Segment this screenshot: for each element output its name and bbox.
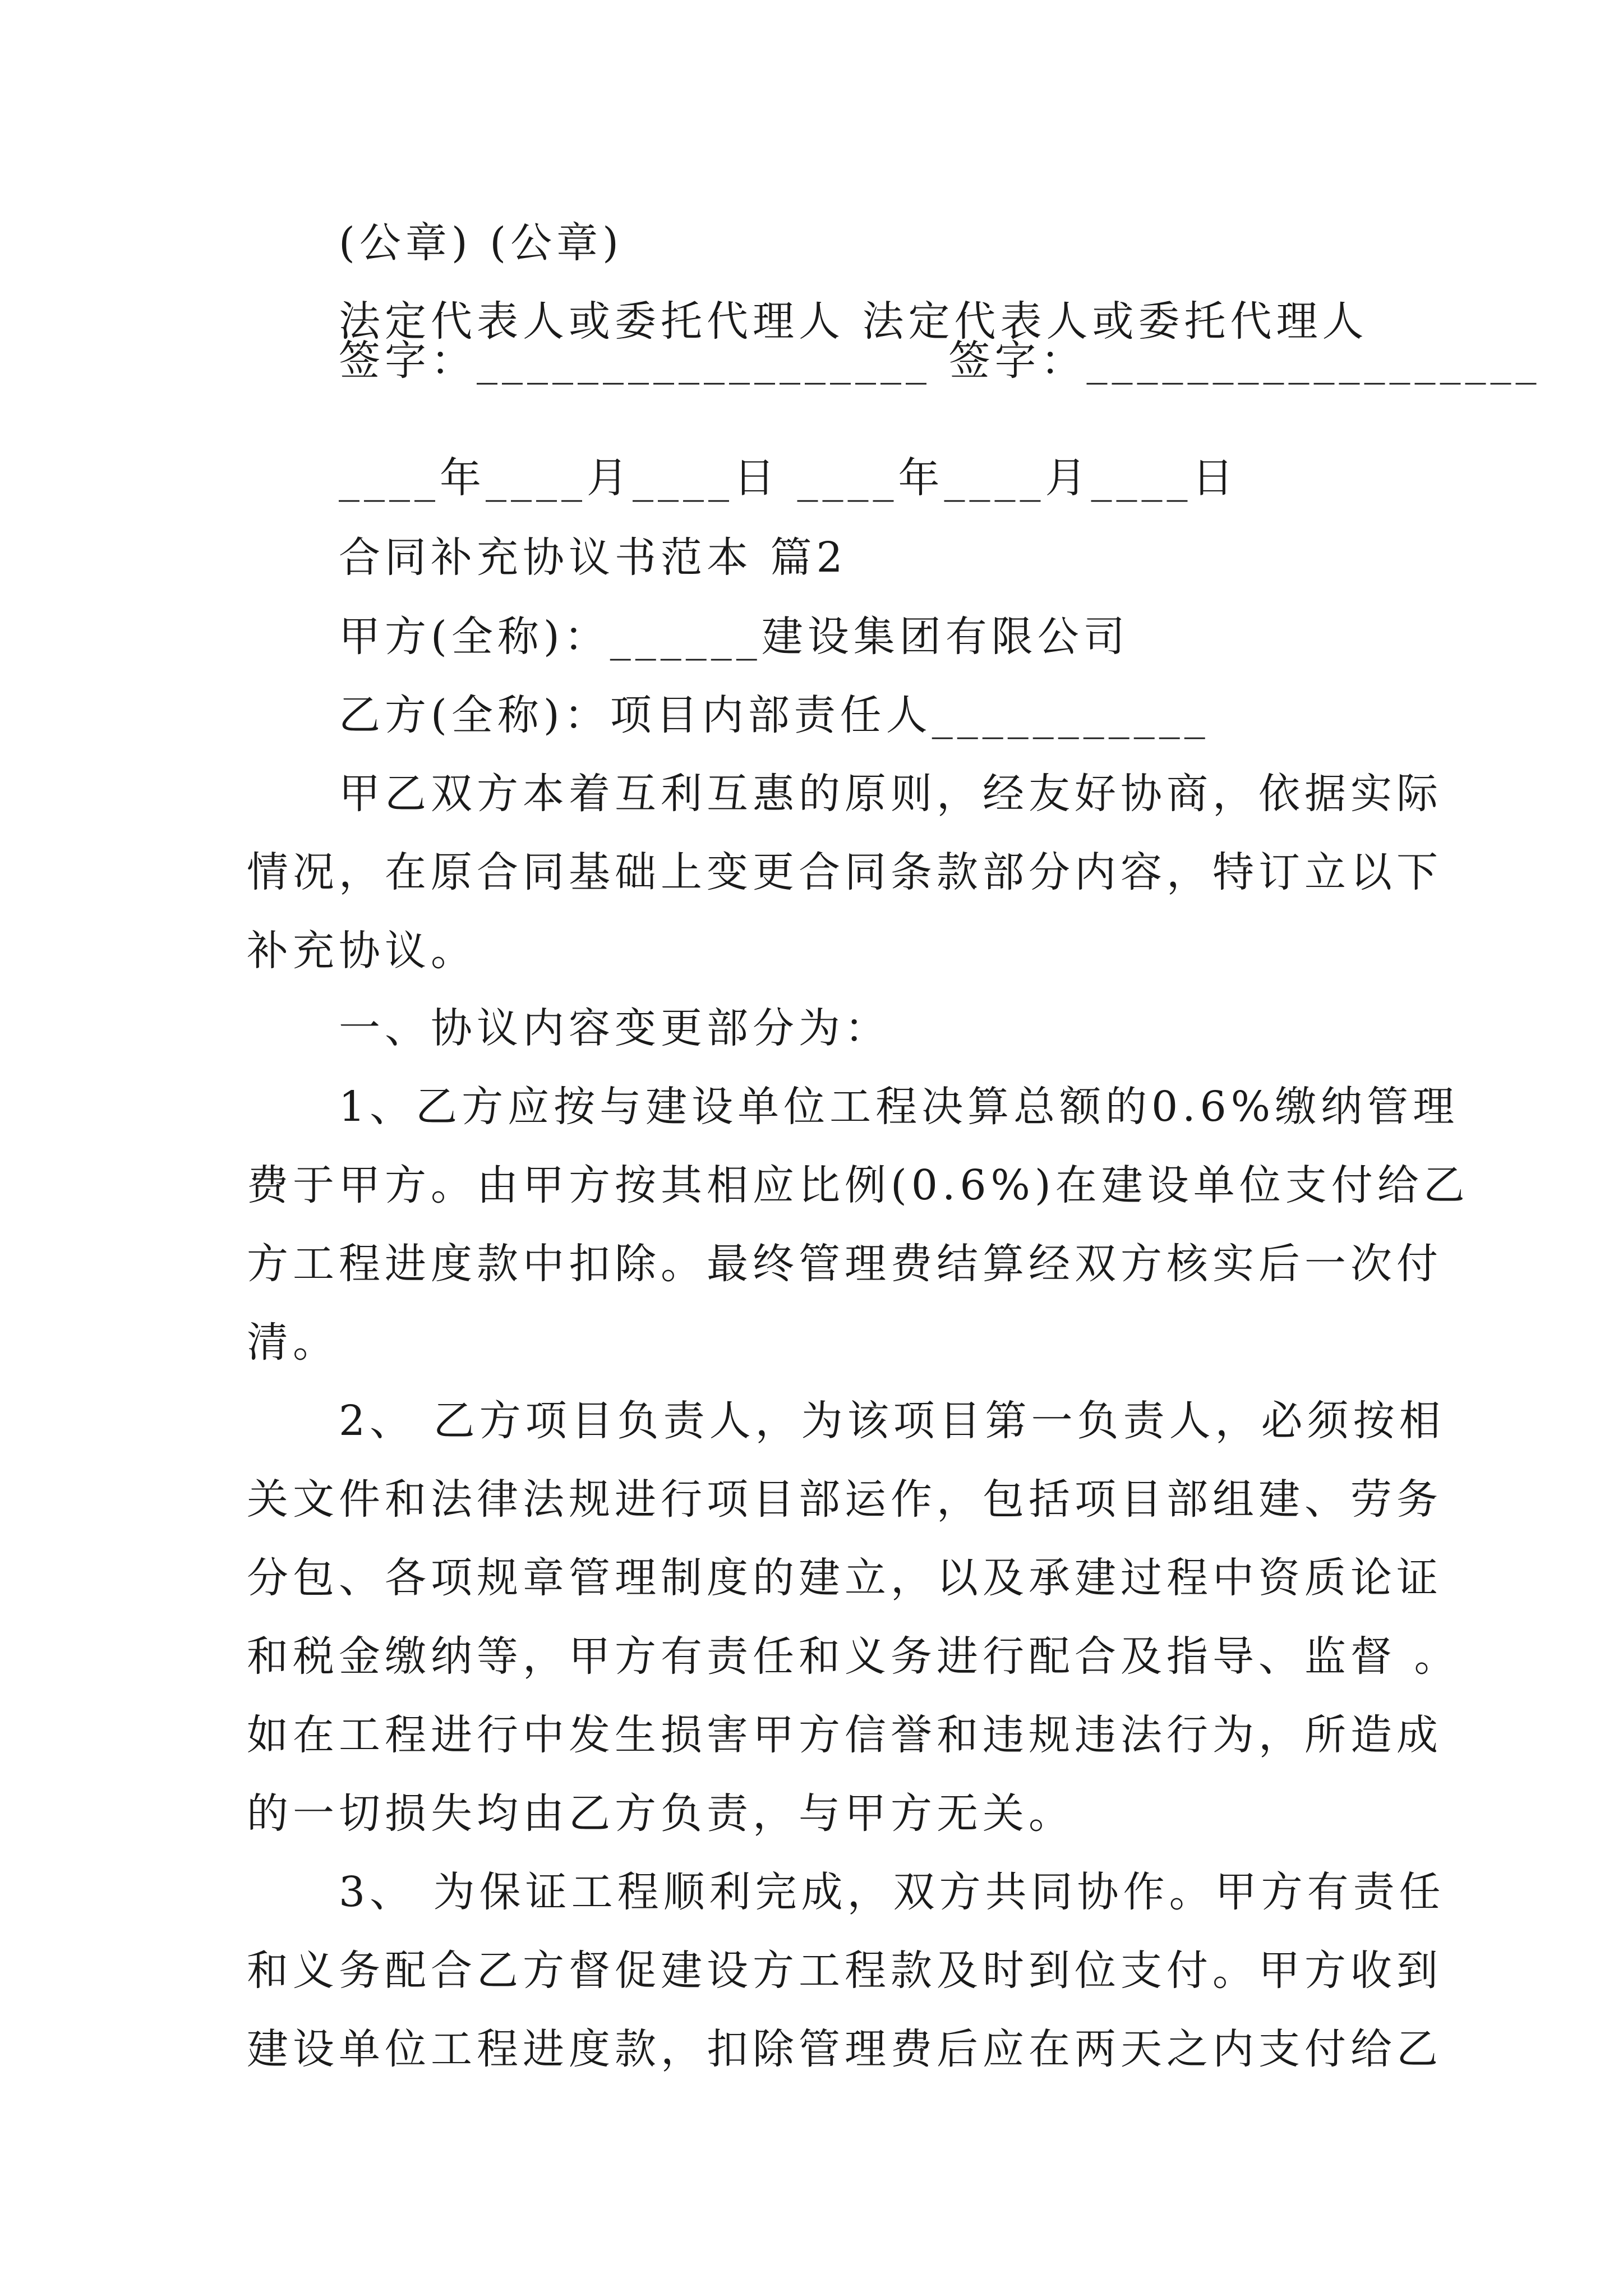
preamble-line-3: 补充协议。 xyxy=(247,927,477,975)
clause-1-line-3: 方工程进度款中扣除。最终管理费结算经双方核实后一次付 xyxy=(247,1240,1442,1288)
clause-2-line-6: 的一切损失均由乙方负责，与甲方无关。 xyxy=(247,1789,1075,1838)
preamble-line-2: 情况，在原合同基础上变更合同条款部分内容，特订立以下 xyxy=(247,848,1442,896)
party-b-line: 乙方(全称)：项目内部责任人___________ xyxy=(339,691,1210,739)
clause-2-line-2: 关文件和法律法规进行项目部运作，包括项目部组建、劳务 xyxy=(247,1475,1442,1524)
section-title: 合同补充协议书范本 篇2 xyxy=(339,533,847,582)
clause-1-line-4: 清。 xyxy=(247,1318,339,1366)
preamble-line-1: 甲乙双方本着互利互惠的原则，经友好协商，依据实际 xyxy=(339,770,1442,818)
clause-3-line-3: 建设单位工程进度款，扣除管理费后应在两天之内支付给乙 xyxy=(247,2025,1442,2073)
clause-2-line-4: 和税金缴纳等，甲方有责任和义务进行配合及指导、监督 。 xyxy=(247,1632,1460,1681)
clause-2-line-3: 分包、各项规章管理制度的建立，以及承建过程中资质论证 xyxy=(247,1554,1442,1602)
clause-2-line-5: 如在工程进行中发生损害甲方信誉和违规违法行为，所造成 xyxy=(247,1711,1442,1759)
seal-line: (公章) (公章) xyxy=(339,219,624,267)
clause-2-line-1: 2、 乙方项目负责人，为该项目第一负责人，必须按相 xyxy=(339,1397,1445,1445)
clause-3-line-2: 和义务配合乙方督促建设方工程款及时到位支付。甲方收到 xyxy=(247,1947,1442,1995)
clause-heading: 一、协议内容变更部分为： xyxy=(339,1004,891,1052)
date-line: ____年____月____日 ____年____月____日 xyxy=(339,454,1238,502)
clause-3-line-1: 3、 为保证工程顺利完成，双方共同协作。甲方有责任 xyxy=(339,1868,1445,1916)
signature-line: 签字：__________________ 签字：__________________ xyxy=(339,337,1541,385)
party-a-line: 甲方(全称)：______建设集团有限公司 xyxy=(339,613,1129,661)
representative-line: 法定代表人或委托代理人 法定代表人或委托代理人 xyxy=(339,297,1368,346)
clause-1-line-1: 1、乙方应按与建设单位工程决算总额的0.6%缴纳管理 xyxy=(339,1083,1459,1131)
clause-1-line-2: 费于甲方。由甲方按其相应比例(0.6%)在建设单位支付给乙 xyxy=(247,1161,1469,1209)
